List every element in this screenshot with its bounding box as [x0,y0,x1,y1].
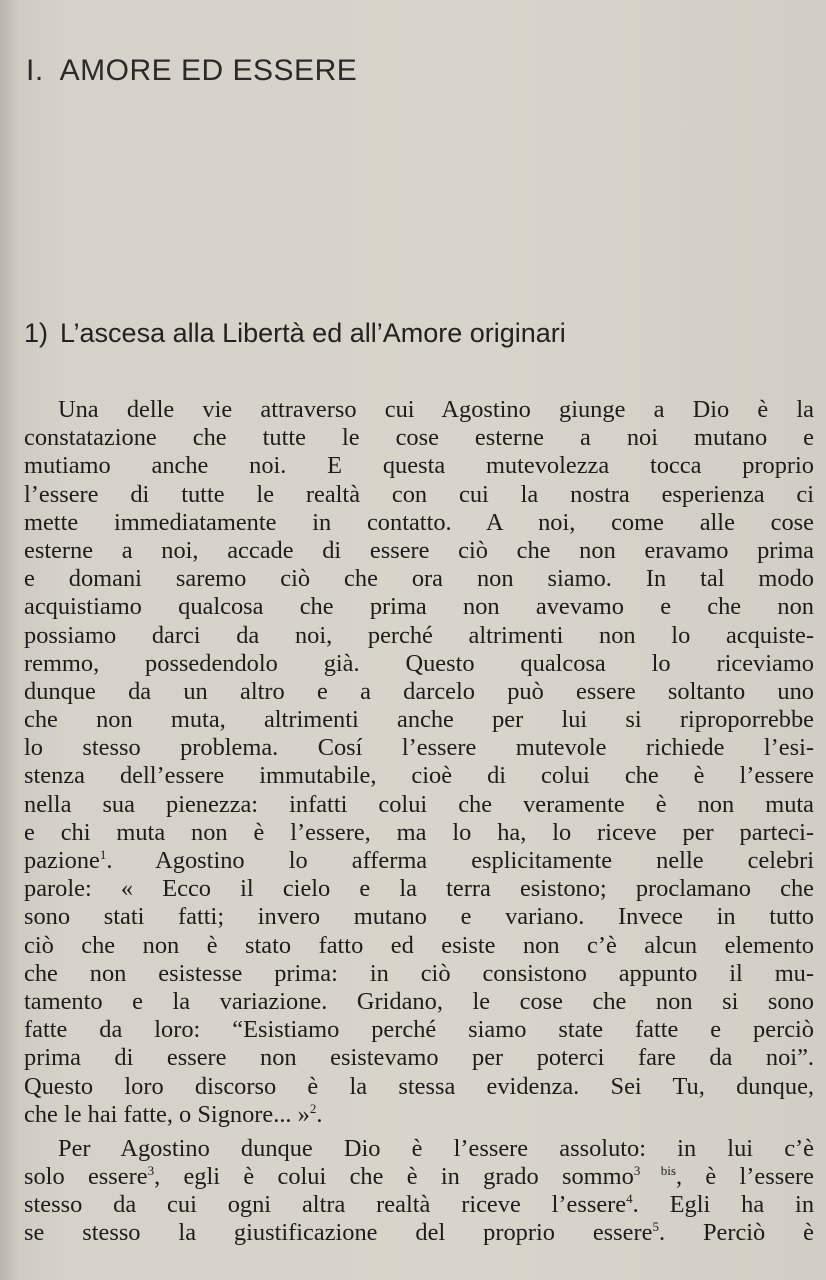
text-line: e chi muta non è l’essere, ma lo ha, lo riceve per parteci- [24,818,814,846]
text-line: prima di essere non esistevamo per poterci fare da noi”. [24,1044,814,1072]
text-line: dunque da un altro e a darcelo può essere soltanto uno [24,677,814,705]
footnote-marker: 2 [309,1100,317,1116]
paragraph-1 [24,396,814,1129]
footnote-marker: 1 [99,847,107,862]
text-line: possiamo darci da noi, perché altrimenti non lo acquiste- [24,621,814,649]
section-heading [24,318,566,349]
text-line: esterne a noi, accade di essere ciò che non eravamo prima [24,536,814,564]
text-line: Per Agostino dunque Dio è l’essere assoluto: in lui c’è [58,1134,814,1162]
body-text [24,396,814,1248]
text-line: sono stati fatti; invero mutano e variano. Invece in tutto [24,903,814,931]
text-line: mutiamo anche noi. E questa mutevolezza tocca proprio [24,452,814,480]
text-line: nella sua pienezza: infatti colui che veramente è non muta [24,790,814,818]
text-line [24,1219,814,1247]
text-line [24,847,814,875]
text-line: remmo, possedendolo già. Questo qualcosa lo riceviamo [24,649,814,677]
footnote-marker: 3 bis [633,1163,676,1179]
paragraph-2 [24,1135,814,1248]
section-title: L’ascesa alla Libertà ed all’Amore originari [60,318,566,348]
text-fragment: che le hai fatte, o Signore... » [24,1100,310,1128]
text-line [24,1191,814,1219]
text-fragment: . [316,1100,323,1128]
text-fragment: , egli è colui che è in grado sommo [154,1163,634,1191]
text-line: ciò che non è stato fatto ed esiste non c’è alcun elemento [24,931,814,959]
text-line [24,1101,814,1129]
text-line: acquistiamo qualcosa che prima non avevamo e che non [24,593,814,621]
chapter-title: AMORE ED ESSERE [59,54,358,87]
footnote-marker: 5 [652,1219,659,1235]
text-line: constatazione che tutte le cose esterne a noi mutano e [24,424,814,452]
chapter-number: I. [26,54,44,87]
footnote-marker: 3 [147,1163,155,1179]
footnote-marker: 4 [626,1191,633,1207]
text-fragment: . Egli ha in [632,1191,815,1219]
text-line: mette immediatamente in contatto. A noi, come alle cose [24,508,814,536]
text-line: stenza dell’essere immutabile, cioè di colui che è l’essere [24,762,814,790]
section-number: 1) [24,318,49,348]
text-line: Questo loro discorso è la stessa evidenza. Sei Tu, dunque, [24,1072,814,1100]
text-line: che non muta, altrimenti anche per lui si riproporrebbe [24,706,814,734]
text-line: e domani saremo ciò che ora non siamo. In tal modo [24,565,814,593]
text-line: tamento e la variazione. Gridano, le cose che non si sono [24,987,814,1015]
text-line: parole: « Ecco il cielo e la terra esistono; proclamano che [24,875,814,903]
text-fragment: stesso da cui ogni altra realtà riceve l’essere [24,1191,627,1219]
text-line: fatte da loro: “Esistiamo perché siamo state fatte e perciò [24,1016,814,1044]
text-fragment: pazione [24,847,100,874]
chapter-heading [26,54,357,88]
text-line: l’essere di tutte le realtà con cui la nostra esperienza ci [24,480,814,508]
text-fragment: solo essere [24,1163,148,1191]
text-line: che non esistesse prima: in ciò consistono appunto il mu- [24,959,814,987]
text-fragment: . Perciò è [658,1219,814,1247]
text-line: Una delle vie attraverso cui Agostino giunge a Dio è la [58,396,814,423]
text-line: lo stesso problema. Cosí l’essere mutevole richiede l’esi- [24,734,814,762]
text-fragment: , è l’essere [675,1163,814,1191]
text-fragment: se stesso la giustificazione del proprio essere [24,1219,653,1247]
text-line [24,1163,814,1191]
text-fragment: . Agostino lo afferma esplicitamente nelle celebri [106,847,814,874]
